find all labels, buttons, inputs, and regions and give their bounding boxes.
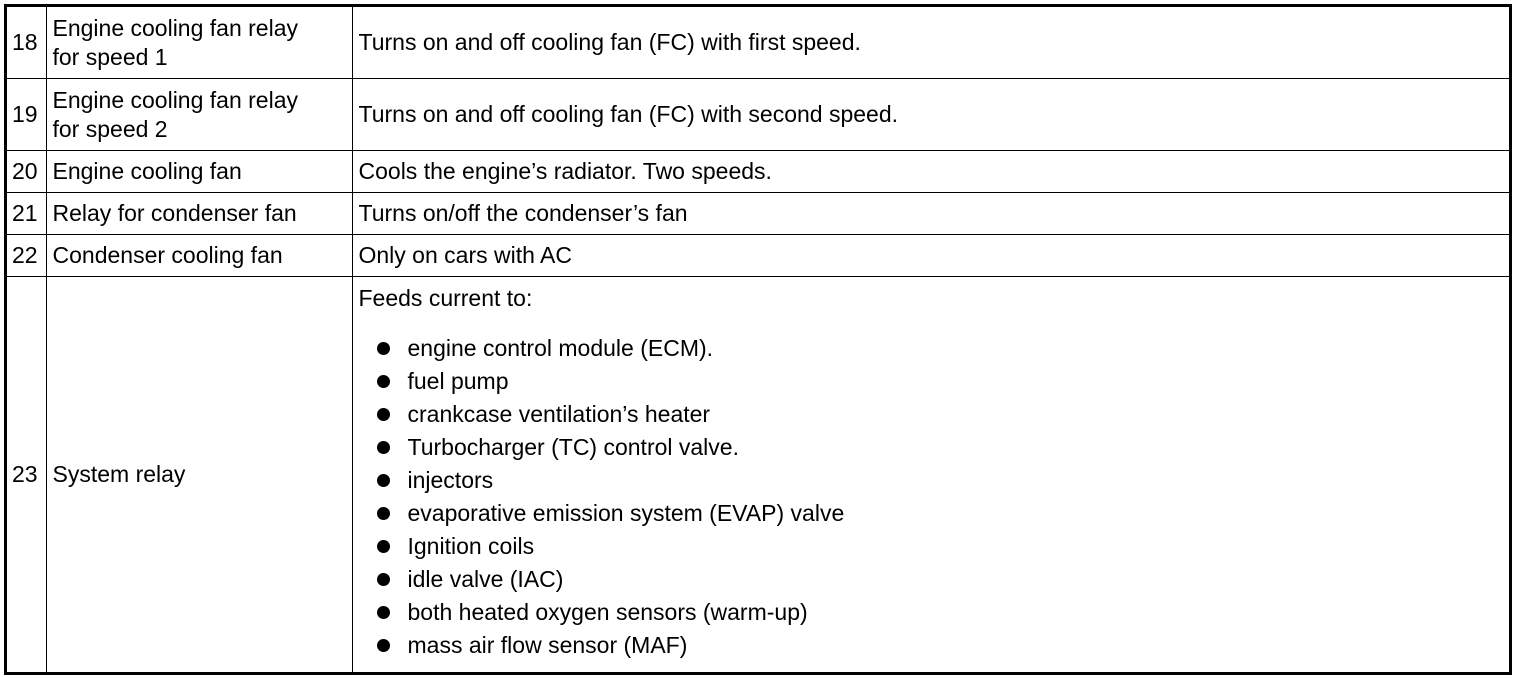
description-intro: Feeds current to:: [358, 285, 533, 311]
component-description: Cools the engine’s radiator. Two speeds.: [352, 151, 1509, 193]
list-item-text: engine control module (ECM).: [407, 335, 714, 361]
table-row: [7, 79, 1509, 151]
component-name: Condenser cooling fan: [46, 235, 352, 277]
list-item: [359, 464, 1504, 497]
list-item-text: idle valve (IAC): [407, 566, 564, 592]
component-name-line: Engine cooling fan relay: [52, 86, 298, 113]
bullet-icon: [377, 375, 390, 388]
bullet-icon: [377, 441, 390, 454]
bullet-icon: [377, 474, 390, 487]
list-item: [359, 563, 1504, 596]
list-item: [359, 332, 1504, 365]
row-number: 18: [7, 7, 46, 79]
component-name: Relay for condenser fan: [46, 193, 352, 235]
component-description: [352, 277, 1509, 673]
bullet-icon: [377, 507, 390, 520]
list-item: [359, 497, 1504, 530]
list-item-text: crankcase ventilation’s heater: [407, 401, 711, 427]
component-name: [46, 79, 352, 151]
bullet-icon: [377, 342, 390, 355]
row-number: 23: [7, 277, 46, 673]
list-item: [359, 596, 1504, 629]
list-item: [359, 398, 1504, 431]
table-row: [7, 151, 1509, 193]
component-name: System relay: [46, 277, 352, 673]
bullet-icon: [377, 540, 390, 553]
list-item: [359, 530, 1504, 563]
component-description: Turns on and off cooling fan (FC) with second speed.: [352, 79, 1509, 151]
list-item-text: mass air flow sensor (MAF): [407, 632, 688, 658]
component-name-line: for speed 2: [52, 115, 168, 142]
row-number: 22: [7, 235, 46, 277]
relay-table: [7, 7, 1509, 672]
list-item: [359, 629, 1504, 662]
component-description: Only on cars with AC: [352, 235, 1509, 277]
bullet-icon: [377, 639, 390, 652]
table-row: [7, 235, 1509, 277]
fed-components-list: [359, 332, 1504, 662]
list-item: [359, 431, 1504, 464]
list-item-text: evaporative emission system (EVAP) valve: [407, 500, 845, 526]
component-name-line: for speed 1: [52, 43, 168, 70]
bullet-icon: [377, 408, 390, 421]
row-number: 21: [7, 193, 46, 235]
table-row: [7, 193, 1509, 235]
table-row: [7, 277, 1509, 673]
table-row: [7, 7, 1509, 79]
component-description: Turns on and off cooling fan (FC) with first speed.: [352, 7, 1509, 79]
list-item-text: both heated oxygen sensors (warm-up): [407, 599, 808, 625]
list-item: [359, 365, 1504, 398]
bullet-icon: [377, 606, 390, 619]
row-number: 20: [7, 151, 46, 193]
bullet-icon: [377, 573, 390, 586]
component-description: Turns on/off the condenser’s fan: [352, 193, 1509, 235]
component-name-line: Engine cooling fan relay: [52, 14, 298, 41]
list-item-text: Turbocharger (TC) control valve.: [407, 434, 739, 460]
row-number: 19: [7, 79, 46, 151]
relay-table-frame: [4, 4, 1512, 675]
component-name: [46, 7, 352, 79]
list-item-text: fuel pump: [407, 368, 509, 394]
list-item-text: Ignition coils: [407, 533, 535, 559]
list-item-text: injectors: [407, 467, 494, 493]
component-name: Engine cooling fan: [46, 151, 352, 193]
